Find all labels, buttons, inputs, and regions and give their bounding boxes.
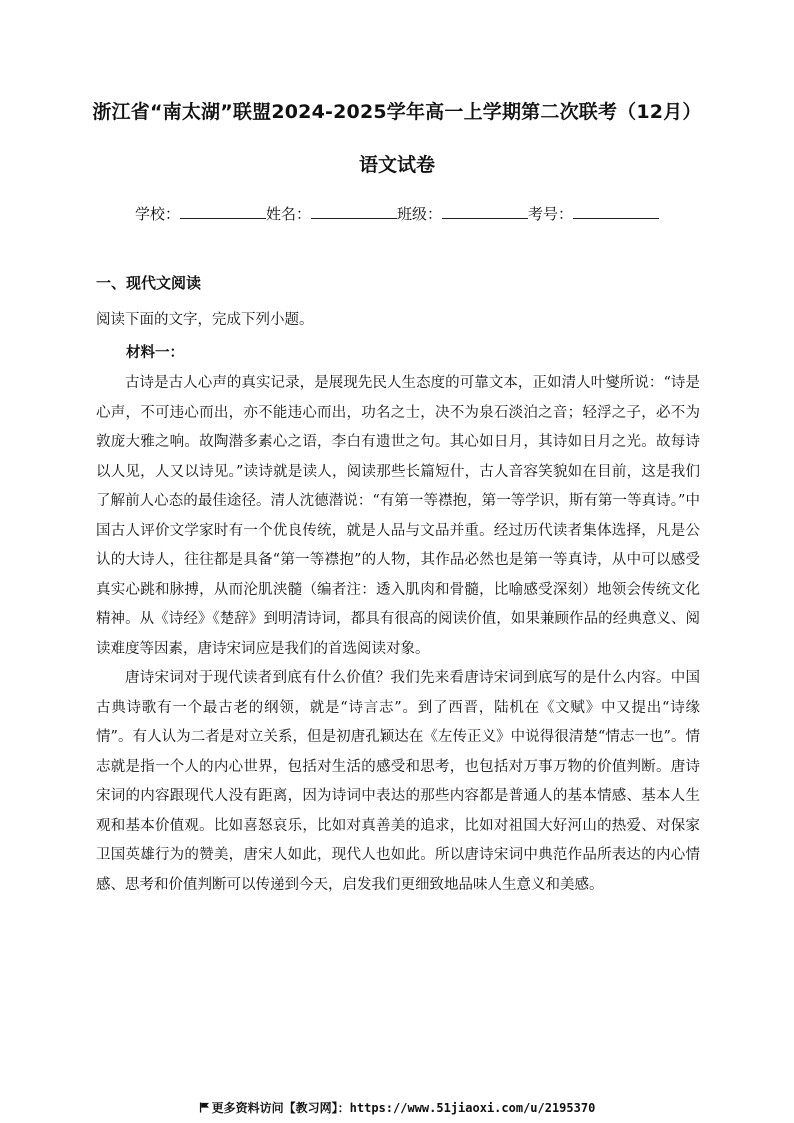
document-subtitle: 语文试卷: [358, 154, 435, 176]
info-label: 班级：: [397, 205, 443, 223]
student-info-row: [0, 201, 794, 227]
blank-line: [573, 203, 659, 219]
info-label: 学校：: [134, 205, 180, 223]
info-label: 考号：: [528, 205, 574, 223]
info-field-school: [135, 205, 266, 223]
document-title: 浙江省“南太湖”联盟2024-2025学年高一上学期第二次联考（12月）: [92, 101, 702, 123]
material-body: [96, 369, 700, 900]
paragraph: 唐诗宋词对于现代读者到底有什么价值？我们先来看唐诗宋词到底写的是什么内容。中国古典诗歌有一个最古老的纲领，就是“诗言志”。到了西晋，陆机在《文赋》中又提出“诗缘情”。有人认为二者是对立关系，但是初唐孔颖达在《左传正义》中说得很清楚“情志一也”。情志就是指一个人的内心世界，包括对生活的感受和思考，也包括对万事万物的价值判断。唐诗宋词的内容跟现代人没有距离，因为诗词中表达的那些内容都是普通人的基本情感、基本人生观和基本价值观。比如喜怒哀乐，比如对真善美的追求，比如对祖国大好河山的热爱、对保家卫国英雄行为的赞美，唐宋人如此，现代人也如此。所以唐诗宋词中典范作品所表达的内心情感、思考和价值判断可以传递到今天，启发我们更细致地品味人生意义和美感。: [96, 670, 700, 893]
info-field-class: [397, 205, 528, 223]
footer-text: 更多资料访问【教习网】：https://www.51jiaoxi.com/u/2195370: [211, 1101, 596, 1115]
reading-instruction: 阅读下面的文字，完成下列小题。: [96, 312, 314, 328]
paragraph: 古诗是古人心声的真实记录，是展现先民人生态度的可靠文本，正如清人叶燮所说：“诗是心声，不可违心而出，亦不能违心而出，功名之士，决不为泉石淡泊之音；轻浮之子，必不为敦庞大雅之响。故陶潜多素心之语，李白有遗世之句。其心如日月，其诗如日月之光。故每诗以人见，人又以诗见。”读诗就是读人，阅读那些长篇短什，古人音容笑貌如在目前，这是我们了解前人心态的最佳途径。清人沈德潜说：“有第一等襟抱，第一等学识，斯有第一等真诗。”中国古人评价文学家时有一个优良传统，就是人品与文品并重。经过历代读者集体选择，凡是公认的大诗人，往往都是具备“第一等襟抱”的人物，其作品必然也是第一等真诗，从中可以感受真实心跳和脉搏，从而沦肌浃髓（编者注：透入肌肉和骨髓，比喻感受深刻）地领会传统文化精神。从《诗经》《楚辞》到明清诗词，都具有很高的阅读价值，如果兼顾作品的经典意义、阅读难度等因素，唐诗宋词应是我们的首选阅读对象。: [96, 375, 700, 657]
info-field-exam-number: [528, 205, 659, 223]
blank-line: [180, 203, 266, 219]
blank-line: [442, 203, 528, 219]
info-field-name: [266, 205, 397, 223]
blank-line: [311, 203, 397, 219]
flag-icon: [199, 1102, 210, 1113]
info-label: 姓名：: [265, 205, 311, 223]
footer-link[interactable]: [0, 1100, 794, 1116]
material-label: 材料一：: [126, 345, 184, 361]
section-heading: 一、现代文阅读: [96, 274, 202, 292]
